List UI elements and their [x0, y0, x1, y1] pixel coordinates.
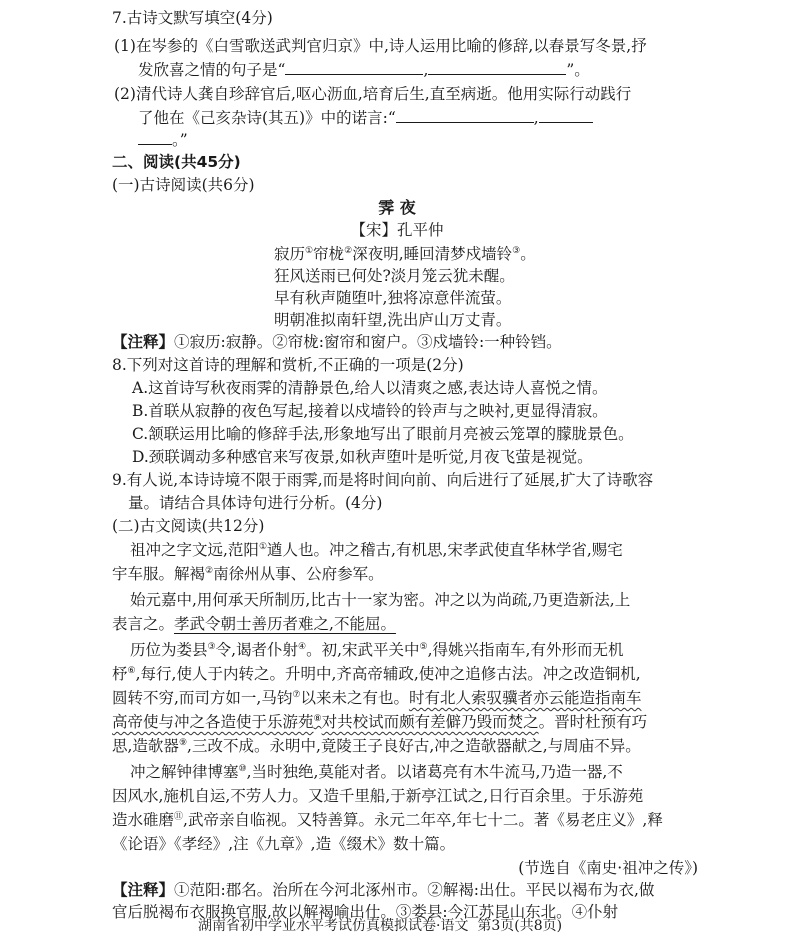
subsection-poem: (一)古诗阅读(共6分) [112, 176, 255, 194]
poem-line-4: 明朝准拟南轩望,洗出庐山万丈青。 [274, 311, 512, 329]
passage-p3-line1: 历位为娄县③令,谒者仆射④。初,宋武平关中⑤,得姚兴指南车,有外形而无机 [130, 641, 624, 659]
poem-author: 【宋】孔平仲 [350, 221, 444, 239]
poem-title: 霁 夜 [378, 198, 416, 217]
q7-part2-line3: 。” [138, 130, 188, 150]
q8-option-d: D.颈联调动多种感官来写夜景,如秋声堕叶是听觉,月夜飞萤是视觉。 [132, 448, 593, 466]
passage-notes-line1: 【注释】①范阳:郡名。治所在今河北涿州市。②解褐:出仕。平民以褐布为衣,做 [112, 881, 655, 899]
q7-title: 7.古诗文默写填空(4分) [112, 9, 273, 27]
passage-p4-line3: 造水碓磨⑪,武帝亲自临视。又特善算。永元二年卒,年七十二。著《易老庄义》,释 [112, 811, 663, 829]
poem-line-1: 寂历①帘栊②深夜明,睡回清梦戍墙铃③。 [274, 245, 536, 263]
passage-p4-line1: 冲之解钟律博塞⑩,当时独绝,莫能对者。以诸葛亮有木牛流马,乃造一器,不 [130, 763, 623, 781]
q7-part2-line2: 了他在《己亥杂诗(其五)》中的诺言:“ , [138, 108, 593, 128]
q9-line1: 9.有人说,本诗诗境不限于雨霁,而是将时间向前、向后进行了延展,扩大了诗歌容 [112, 471, 654, 489]
answer-blank[interactable] [428, 60, 566, 75]
q7-part1-line2: 发欣喜之情的句子是“ , ”。 [138, 61, 590, 79]
answer-blank[interactable] [138, 130, 172, 145]
answer-blank[interactable] [396, 108, 534, 123]
passage-p3-line3: 圆转不穷,而司方如一,马钧⑦以来未之有也。时有北人索驭骥者亦云能造指南车 [112, 689, 642, 707]
page-footer: 湖南省初中学业水平考试仿真模拟试卷·语文 第3页(共8页) [198, 918, 563, 934]
passage-p4-line2: 因风水,施机自运,不劳人力。又造千里船,于新亭江试之,日行百余里。于乐游苑 [112, 787, 644, 805]
q8-option-c: C.颔联运用比喻的修辞手法,形象地写出了眼前月亮被云笼罩的朦胧景色。 [132, 425, 634, 443]
underlined-sentence: 孝武令朝士善历者难之,不能屈。 [174, 615, 396, 633]
passage-p3-line5: 思,造欹器⑨,三改不成。永明中,竟陵王子良好古,冲之造欹器献之,与周庙不异。 [112, 737, 641, 755]
answer-blank[interactable] [539, 108, 593, 123]
section-title: 二、阅读(共45分) [112, 153, 241, 171]
q7-part2-line1: (2)清代诗人龚自珍辞官后,呕心沥血,培育后生,直至病逝。他用实际行动践行 [114, 85, 632, 103]
passage-p3-line2: 杼⑥,每行,使人于内转之。升明中,齐高帝辅政,使冲之追修古法。冲之改造铜机, [112, 665, 641, 683]
passage-p1-line2: 宇车服。解褐②南徐州从事、公府参军。 [112, 565, 384, 583]
passage-p2-line2: 表言之。孝武令朝士善历者难之,不能屈。 [112, 615, 396, 633]
passage-p3-line4: 高帝使与冲之各造使于乐游苑⑧对共校试而颇有差僻乃毁而焚之。晋时杜预有巧 [112, 713, 648, 731]
wavy-underlined-sentence: 时有北人索驭骥者亦云能造指南车 [408, 689, 642, 707]
subsection-prose: (二)古文阅读(共12分) [112, 517, 265, 535]
poem-line-2: 狂风送雨已何处?淡月笼云犹未醒。 [274, 267, 515, 285]
q8-title: 8.下列对这首诗的理解和赏析,不正确的一项是(2分) [112, 356, 464, 374]
passage-p2-line1: 始元嘉中,用何承天所制历,比古十一家为密。冲之以为尚疏,乃更造新法,上 [130, 591, 631, 609]
q8-option-a: A.这首诗写秋夜雨霁的清静景色,给人以清爽之感,表达诗人喜悦之情。 [132, 379, 608, 397]
answer-blank[interactable] [285, 60, 423, 75]
passage-source: (节选自《南史·祖冲之传》) [518, 859, 698, 877]
passage-p4-line4: 《论语》《孝经》,注《九章》,造《缀术》数十篇。 [112, 835, 456, 853]
passage-p1-line1: 祖冲之字文远,范阳①遒人也。冲之稽古,有机思,宋孝武使直华林学省,赐宅 [130, 541, 623, 559]
q9-line2: 量。请结合具体诗句进行分析。(4分) [128, 494, 383, 512]
poem-notes: 【注释】①寂历:寂静。②帘栊:窗帘和窗户。③戍墙铃:一种铃铛。 [112, 333, 562, 351]
passage-notes-line2: 官后脱褐布衣服换官服,故以解褐喻出仕。③娄县:今江苏昆山东北。④仆射 [112, 903, 619, 921]
q8-option-b: B.首联从寂静的夜色写起,接着以戍墙铃的铃声与之映衬,更显得清寂。 [132, 402, 608, 420]
q7-part1-line1: (1)在岑参的《白雪歌送武判官归京》中,诗人运用比喻的修辞,以春景写冬景,抒 [114, 37, 647, 55]
poem-line-3: 早有秋声随堕叶,独将凉意伴流萤。 [274, 289, 512, 307]
